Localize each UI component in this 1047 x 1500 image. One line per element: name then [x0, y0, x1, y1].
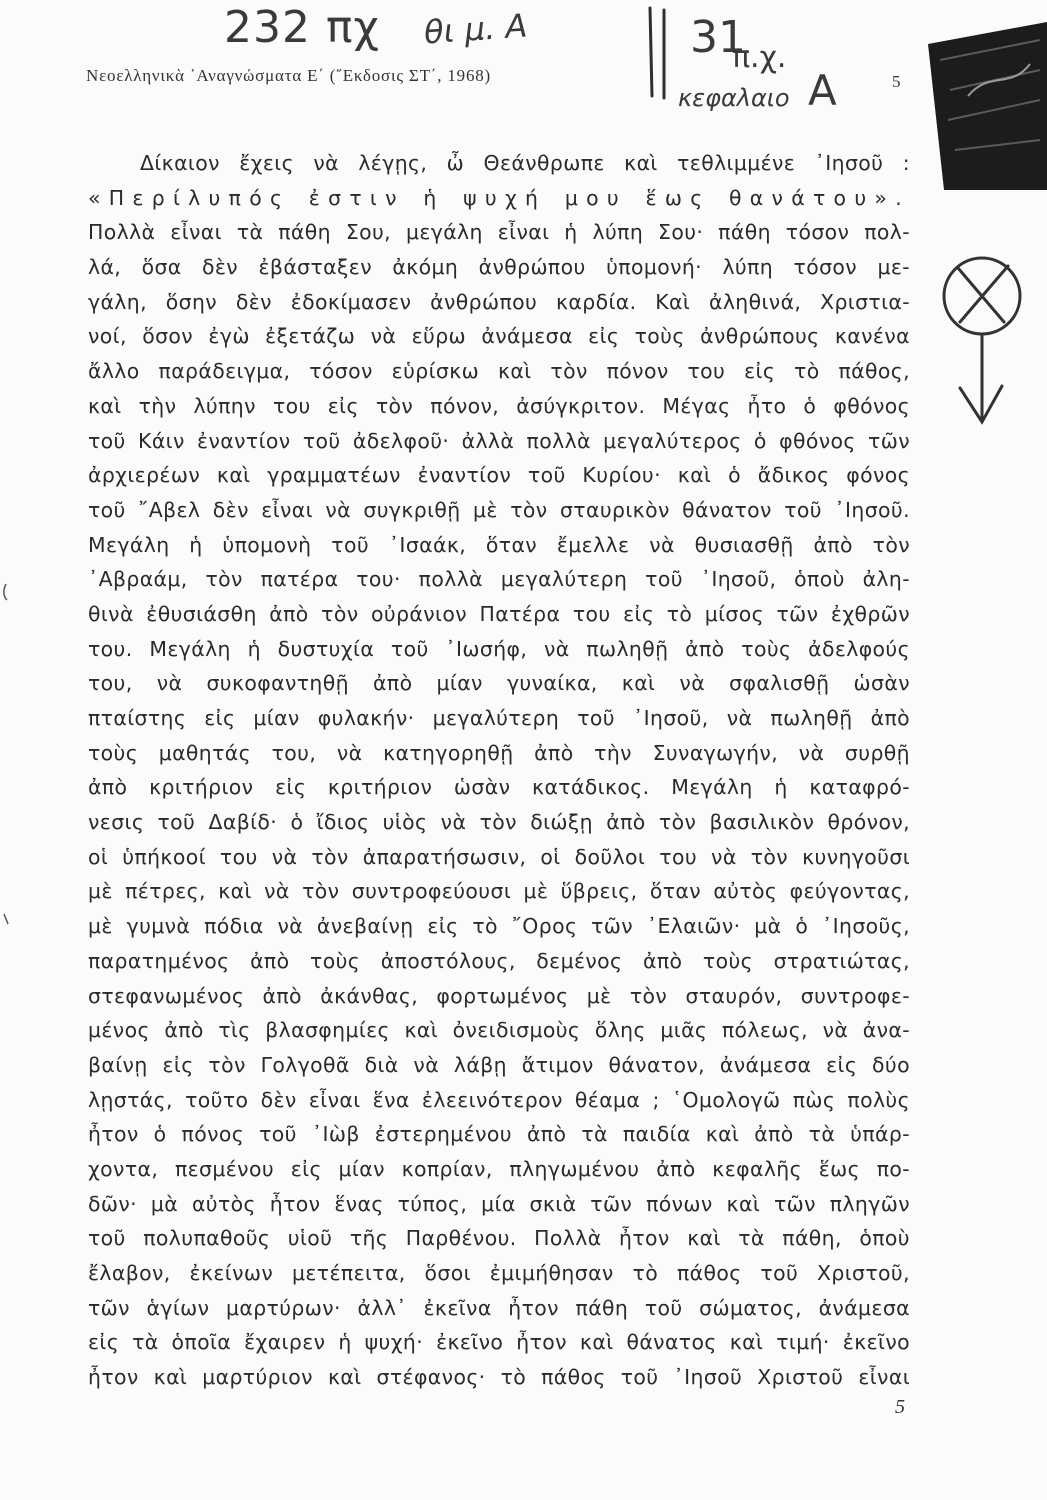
text-line: καὶ τὴν λύπην του εἰς τὸν πόνον, ἀσύγκριτον. Μέγας ἦτο ὁ φθόνος — [88, 393, 910, 418]
text-line: Δίκαιον ἔχεις νὰ λέγῃς, ὦ Θεάνθρωπε καὶ τεθλιμμένε ᾽Ιησοῦ : — [140, 151, 910, 175]
ink-separator-stroke — [650, 8, 652, 96]
text-line: τῶν ἁγίων μαρτύρων· ἀλλ᾽ ἐκεῖνα ἦτον πάθη τοῦ σώματος, ἀνάμεσα — [88, 1295, 910, 1320]
running-head: Νεοελληνικὰ ᾽Αναγνώσματα Ε΄ (῞Εκδοσις ΣΤ΄, 1968) — [86, 66, 492, 85]
handwritten-note-number: 31 — [690, 12, 746, 63]
text-line: μὲ πέτρες, καὶ νὰ τὸν συντροφεύουσι μὲ ὕβρεις, ὅταν αὐτὸς φεύγοντας, — [88, 879, 910, 904]
text-line: τοὺς μαθητάς του, νὰ κατηγορηθῇ ἀπὸ τὴν Συναγωγήν, νὰ συρθῇ — [88, 740, 910, 765]
text-line: ἦτον ὁ πόνος τοῦ ᾽Ιὼβ ἐστερημένου ἀπὸ τὰ παιδία καὶ ἀπὸ τὰ ὑπάρ- — [88, 1122, 910, 1147]
text-line: θινὰ ἐθυσιάσθη ἀπὸ τὸν οὐράνιον Πατέρα του εἰς τὸ μίσος τῶν ἐχθρῶν — [88, 601, 910, 626]
text-line: μένος ἀπὸ τὶς βλασφημίες καὶ ὀνειδισμοὺς ὅλης μιᾶς πόλεως, νὰ ἀνα- — [88, 1018, 910, 1043]
text-line: μὲ γυμνὰ πόδια νὰ ἀνεβαίνῃ εἰς τὸ ῎Ορος τῶν ᾽Ελαιῶν· μὰ ὁ ᾽Ιησοῦς, — [88, 914, 910, 939]
text-line: πταίστης εἰς μίαν φυλακήν· μεγαλύτερη τοῦ ᾽Ιησοῦ, νὰ πωληθῇ ἀπὸ — [88, 706, 910, 730]
text-line: ἦτον καὶ μαρτύριον καὶ στέφανος· τὸ πάθος τοῦ ᾽Ιησοῦ Χριστοῦ εἶναι — [88, 1365, 910, 1390]
text-line: λῃστάς, τοῦτο δὲν εἶναι ἕνα ἐλεεινότερον θέαμα ; ῾Ομολογῶ πὼς πολὺς — [88, 1087, 910, 1112]
text-line: ἀρχιερέων καὶ γραμματέων ἐναντίον τοῦ Κυρίου· καὶ ὁ ἄδικος φόνος — [88, 463, 910, 488]
text-line: οἱ ὑπήκοοί του νὰ τὸν ἀπαρατήσωσιν, οἱ δοῦλοι του νὰ τὸν κυνηγοῦσι — [88, 844, 910, 869]
handwritten-note-letter: Α — [808, 66, 837, 115]
text-line: λά, ὅσα δὲν ἐβάσταξεν ἀκόμη ἀνθρώπου ὑπομονή· λύπη τόσον με- — [88, 255, 910, 280]
text-line: Πολλὰ εἶναι τὰ πάθη Σου, μεγάλη εἶναι ἡ λύπη Σου· πάθη τόσον πολ- — [88, 220, 910, 245]
circled-cross-arrow-mark — [944, 258, 1020, 422]
text-line: ἔλαβον, ἐκείνων μετέπειτα, ὅσοι ἐμιμήθησαν τὸ πάθος τοῦ Χριστοῦ, — [88, 1261, 910, 1285]
black-stamp-mark — [928, 22, 1047, 190]
handwritten-note-chapter: κεφαλαιο — [678, 84, 790, 112]
text-line: εἰς τὰ ὁποῖα ἔχαιρεν ἡ ψυχή· ἐκεῖνο ἦτον καὶ θάνατος καὶ τιμή· ἐκεῖνο — [88, 1330, 910, 1355]
handwritten-note-subject: θι μ. Α — [422, 6, 529, 52]
text-line: ἄλλο παράδειγμα, τόσον εὑρίσκω καὶ τὸν πόνον του εἰς τὸ πάθος, — [88, 359, 910, 384]
text-line: ἀπὸ κριτήριον εἰς κριτήριον ὡσὰν κατάδικος. Μεγάλη ἡ καταφρό- — [88, 775, 910, 800]
handwritten-note-px: π.χ. — [732, 40, 787, 75]
body-text — [88, 146, 910, 1395]
margin-tick-2 — [4, 914, 8, 924]
text-line: νοί, ὅσον ἐγὼ ἐξετάζω νὰ εὕρω ἀνάμεσα εἰς τοὺς ἀνθρώπους κανένα — [88, 324, 910, 349]
text-line: τοῦ Κάιν ἐναντίον τοῦ ἀδελφοῦ· ἀλλὰ πολλὰ μεγαλύτερος ὁ φθόνος τῶν — [88, 428, 910, 453]
text-line: Μεγάλη ἡ ὑπομονὴ τοῦ ᾽Ισαάκ, ὅταν ἔμελλε νὰ θυσιασθῇ ἀπὸ τὸν — [88, 532, 910, 557]
text-line: δῶν· μὰ αὐτὸς ἦτον ἕνας τύπος, μία σκιὰ τῶν πόνων καὶ τῶν πληγῶν — [88, 1191, 910, 1216]
text-line: τοῦ πολυπαθοῦς υἱοῦ τῆς Παρθένου. Πολλὰ ἦτον καὶ τὰ πάθη, ὁποὺ — [88, 1226, 910, 1251]
text-line: ᾽Αβραάμ, τὸν πατέρα του· πολλὰ μεγαλύτερη τοῦ ᾽Ιησοῦ, ὁποὺ ἀλη- — [88, 567, 910, 592]
margin-tick — [4, 584, 7, 600]
text-line: του. Μεγάλη ἡ δυστυχία τοῦ ᾽Ιωσήφ, νὰ πωληθῇ ἀπὸ τοὺς ἀδελφούς — [88, 636, 910, 661]
text-line: τοῦ ῎Αβελ δὲν εἶναι νὰ συγκριθῇ μὲ τὸν σταυρικὸν θάνατον τοῦ ᾽Ιησοῦ. — [88, 497, 910, 522]
text-line: χοντα, πεσμένου εἰς μίαν κοπρίαν, πληγωμένου ἀπὸ κεφαλῆς ἕως πο- — [88, 1156, 910, 1181]
text-line: νεσις τοῦ Δαβίδ· ὁ ἴδιος υἱὸς νὰ τὸν διώξῃ ἀπὸ τὸν βασιλικὸν θρόνον, — [88, 810, 910, 835]
text-line: στεφανωμένος ἀπὸ ἀκάνθας, φορτωμένος μὲ τὸν σταυρόν, συντροφε- — [88, 983, 910, 1008]
page-number: 5 — [895, 1396, 905, 1418]
text-line: βαίνῃ εἰς τὸν Γολγοθᾶ διὰ νὰ λάβῃ ἄτιμον θάνατον, ἀνάμεσα εἰς δύο — [88, 1052, 910, 1077]
handwritten-note-count: 232 πχ — [224, 2, 380, 53]
text-line: του, νὰ συκοφαντηθῇ ἀπὸ μίαν γυναίκα, καὶ νὰ σφαλισθῇ ὡσὰν — [88, 671, 910, 696]
top-page-number: 5 — [892, 72, 901, 91]
text-line: γάλη, ὅσην δὲν ἐδοκίμασεν ἀνθρώπου καρδία. Καὶ ἀληθινά, Χριστια- — [88, 289, 910, 314]
text-line: παρατημένος ἀπὸ τοὺς ἀποστόλους, δεμένος ἀπὸ τοὺς στρατιώτας, — [88, 948, 910, 973]
text-line: «Περίλυπός ἐστιν ἡ ψυχή μου ἕως θανάτου». — [88, 185, 910, 210]
